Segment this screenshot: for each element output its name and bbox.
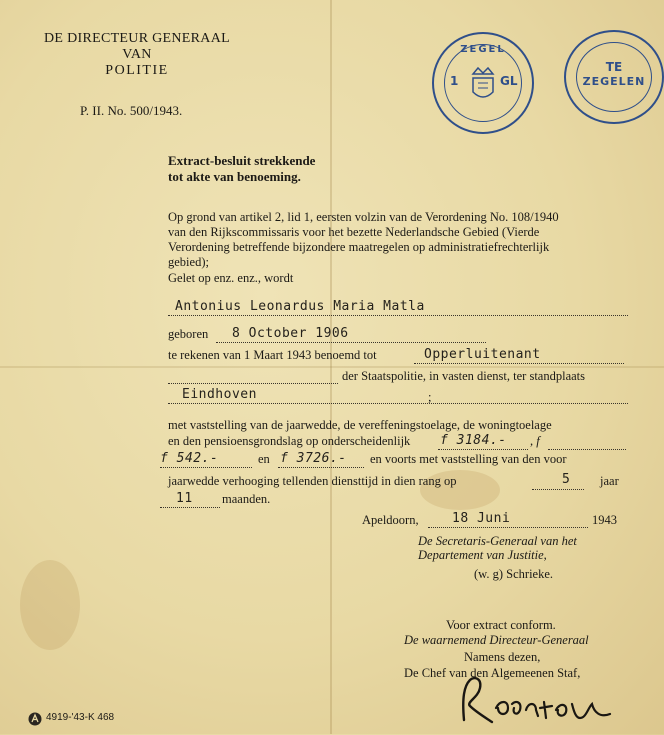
- date-dotted-line: [428, 527, 588, 528]
- born-label: geboren: [168, 327, 209, 341]
- salary-amount: f 3184.-: [440, 433, 507, 448]
- conform-line1: Voor extract conform.: [446, 618, 556, 632]
- amount3-dotted-line: [278, 467, 364, 468]
- police-label: der Staatspolitie, in vasten dienst, ter standplaats: [342, 369, 585, 383]
- service-months: 11: [176, 491, 193, 506]
- service-time-label: jaarwedde verhooging tellenden diensttijd in dien rang op: [168, 474, 457, 488]
- stamp-left-top-text: ZEGEL: [460, 44, 506, 55]
- amount1-dotted-line: [438, 449, 528, 450]
- dating-place: Apeldoorn,: [362, 513, 419, 527]
- effective-date-label: te rekenen van 1 Maart 1943 benoemd tot: [168, 348, 377, 362]
- salary-line2-label: en den pensioensgrondslag op onderscheidenlijk: [168, 434, 411, 448]
- signatory-signed: (w. g) Schrieke.: [474, 567, 554, 581]
- preamble-line1: Op grond van artikel 2, lid 1, eersten volzin van de Verordening No. 108/1940: [168, 210, 559, 224]
- months-label: maanden.: [222, 492, 271, 506]
- paper-stain: [20, 560, 80, 650]
- document-title-line2: tot akte van benoeming.: [168, 169, 301, 184]
- crown-shield-icon: [468, 66, 498, 104]
- born-dotted-line: [216, 342, 486, 343]
- stamp-left-value: 1: [450, 74, 459, 88]
- conform-line3: Namens dezen,: [464, 650, 541, 664]
- preamble-line4: gebied);: [168, 255, 209, 269]
- header-title-line3: POLITIE: [105, 63, 169, 78]
- stamp-left-unit: GL: [500, 74, 518, 88]
- header-title-line1: DE DIRECTEUR GENERAAL: [44, 31, 230, 46]
- en-label: en: [258, 452, 270, 466]
- amount-blank-dotted-line: [548, 449, 626, 450]
- te-zegelen-stamp: [564, 30, 664, 124]
- place-semicolon: ;: [428, 390, 432, 404]
- preamble-line5: Gelet op enz. enz., wordt: [168, 271, 294, 285]
- rank-value: Opperluitenant: [424, 347, 541, 362]
- handwritten-signature: [452, 668, 622, 730]
- years-dotted-line: [532, 489, 584, 490]
- preamble-line3: Verordening betreffende bijzondere maatregelen op administratiefrechterlijk: [168, 240, 550, 254]
- amount2-dotted-line: [160, 467, 252, 468]
- birth-date: 8 October 1906: [232, 326, 349, 341]
- jaar-label: jaar: [600, 474, 619, 488]
- appointee-name: Antonius Leonardus Maria Matla: [175, 299, 425, 314]
- equalization-amount: f 542.-: [160, 451, 219, 466]
- police-dotted-line: [168, 383, 338, 384]
- service-years: 5: [562, 472, 571, 487]
- f-separator: , f: [530, 434, 540, 448]
- dating-day-month: 18 Juni: [452, 511, 511, 526]
- signatory-line1: De Secretaris-Generaal van het: [418, 534, 577, 548]
- document-title-line1: Extract-besluit strekkende: [168, 153, 316, 168]
- stamp-right-line2: ZEGELEN: [582, 75, 646, 88]
- printer-logo-icon: [28, 712, 42, 726]
- printer-code: 4919-'43-K 468: [46, 712, 115, 723]
- header-title-line2: VAN: [122, 47, 152, 62]
- dating-year: 1943: [592, 513, 617, 527]
- salary-line1: met vaststelling van de jaarwedde, de vereffeningstoelage, de woningtoelage: [168, 418, 552, 432]
- name-dotted-line: [168, 315, 628, 316]
- salary-line3-rest: en voorts met vaststelling van den voor: [370, 452, 567, 466]
- conform-line2: De waarnemend Directeur-Generaal: [404, 633, 589, 647]
- fold-line-horizontal: [0, 366, 664, 368]
- preamble-line2: van den Rijkscommissaris voor het bezette Nederlandsche Gebied (Vierde: [168, 225, 540, 239]
- pension-amount: f 3726.-: [280, 451, 347, 466]
- place-value: Eindhoven: [182, 387, 257, 402]
- conform-line4: De Chef van den Algemeenen Staf,: [404, 666, 581, 680]
- stamp-right-line1: TE: [605, 60, 623, 74]
- reference-number: P. II. No. 500/1943.: [80, 103, 183, 118]
- signatory-line2: Departement van Justitie,: [418, 548, 547, 562]
- rank-dotted-line: [414, 363, 624, 364]
- months-dotted-line: [160, 507, 220, 508]
- place-dotted-line: [168, 403, 628, 404]
- revenue-stamp-left: [432, 32, 534, 134]
